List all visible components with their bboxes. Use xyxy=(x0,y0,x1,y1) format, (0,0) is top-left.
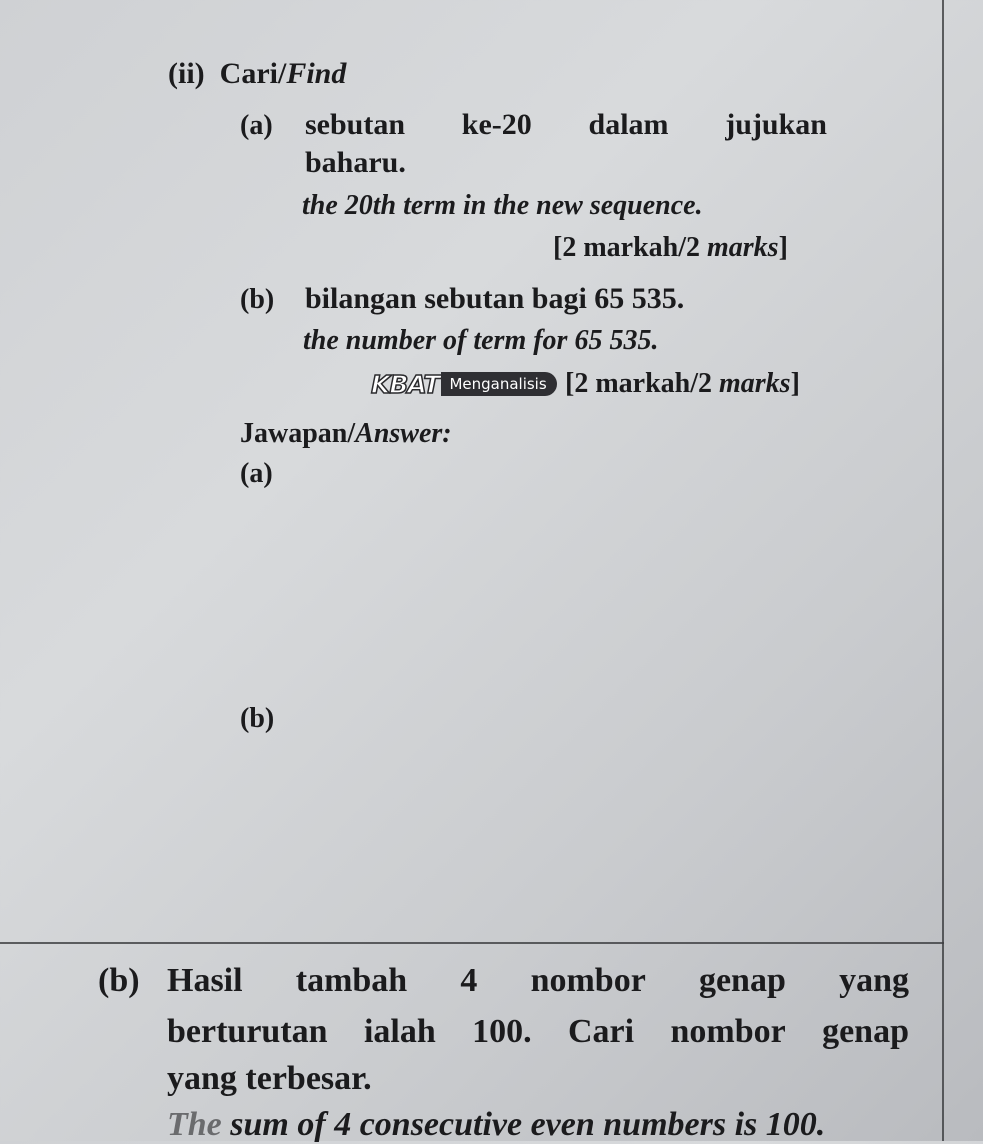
answer-box-right-border xyxy=(942,0,944,1141)
kbat-logo: KBAT xyxy=(371,369,440,399)
kbat-badge xyxy=(371,370,557,398)
item-a-word: sebutan xyxy=(305,108,406,141)
item-a-word: ke-20 xyxy=(461,108,532,141)
item-a-marks-en: marks xyxy=(707,232,779,263)
kbat-tag: Menganalisis xyxy=(441,372,556,396)
question-b-word: genap xyxy=(822,1013,909,1050)
item-b-english: the number of term for 65 535. xyxy=(303,325,659,356)
question-b-word: Cari xyxy=(568,1013,635,1050)
item-a-marks-bm: [2 markah/2 xyxy=(553,232,707,263)
answer-label-b: (b) xyxy=(240,703,275,734)
answer-heading-en: Answer: xyxy=(355,418,452,449)
part-ii-label: (ii) xyxy=(168,57,205,90)
question-b-word: genap xyxy=(698,962,786,999)
question-b-word: nombor xyxy=(530,962,646,999)
answer-label-a: (a) xyxy=(240,458,273,489)
answer-box-bottom-border xyxy=(0,942,944,944)
item-a-line2: baharu. xyxy=(305,146,406,179)
part-ii-title-en: Find xyxy=(286,57,347,90)
item-b-text-bm: bilangan sebutan bagi 65 535. xyxy=(305,282,685,315)
question-b-word: 4 xyxy=(460,962,478,999)
item-a-english: the 20th term in the new sequence. xyxy=(302,190,703,221)
question-b-line3: yang terbesar. xyxy=(167,1060,372,1097)
question-b-english-faded: The xyxy=(167,1106,231,1143)
question-b-english xyxy=(167,1106,825,1144)
item-b-marks xyxy=(565,368,800,400)
item-a-marks-close: ] xyxy=(778,232,788,263)
item-a-word: dalam xyxy=(588,108,669,141)
part-ii-heading xyxy=(168,57,346,91)
item-b-marks-en: marks xyxy=(719,368,791,399)
question-b-line1 xyxy=(167,962,909,1000)
question-b-label: (b) xyxy=(98,962,140,999)
question-b-word: 100. xyxy=(472,1013,532,1050)
answer-heading-bm: Jawapan/ xyxy=(240,418,356,449)
item-a-line1 xyxy=(305,108,827,142)
question-b-word: yang xyxy=(839,962,909,999)
item-a-marks xyxy=(553,232,788,264)
item-b-marks-close: ] xyxy=(790,368,800,399)
question-b-word: ialah xyxy=(363,1013,436,1050)
question-b-word: Hasil xyxy=(167,962,243,999)
question-b-english-visible: sum of 4 consecutive even numbers is 100. xyxy=(230,1106,826,1143)
question-b-line2 xyxy=(167,1013,909,1051)
question-b-word: berturutan xyxy=(167,1013,328,1050)
item-b-marks-bm: [2 markah/2 xyxy=(565,368,719,399)
question-b-word: tambah xyxy=(295,962,408,999)
item-a-word: jujukan xyxy=(725,108,827,141)
item-b-label: (b) xyxy=(240,284,275,315)
question-b-word: nombor xyxy=(670,1013,786,1050)
answer-heading xyxy=(240,418,452,450)
part-ii-title-bm: Cari/ xyxy=(219,57,287,90)
item-a-label: (a) xyxy=(240,110,273,141)
